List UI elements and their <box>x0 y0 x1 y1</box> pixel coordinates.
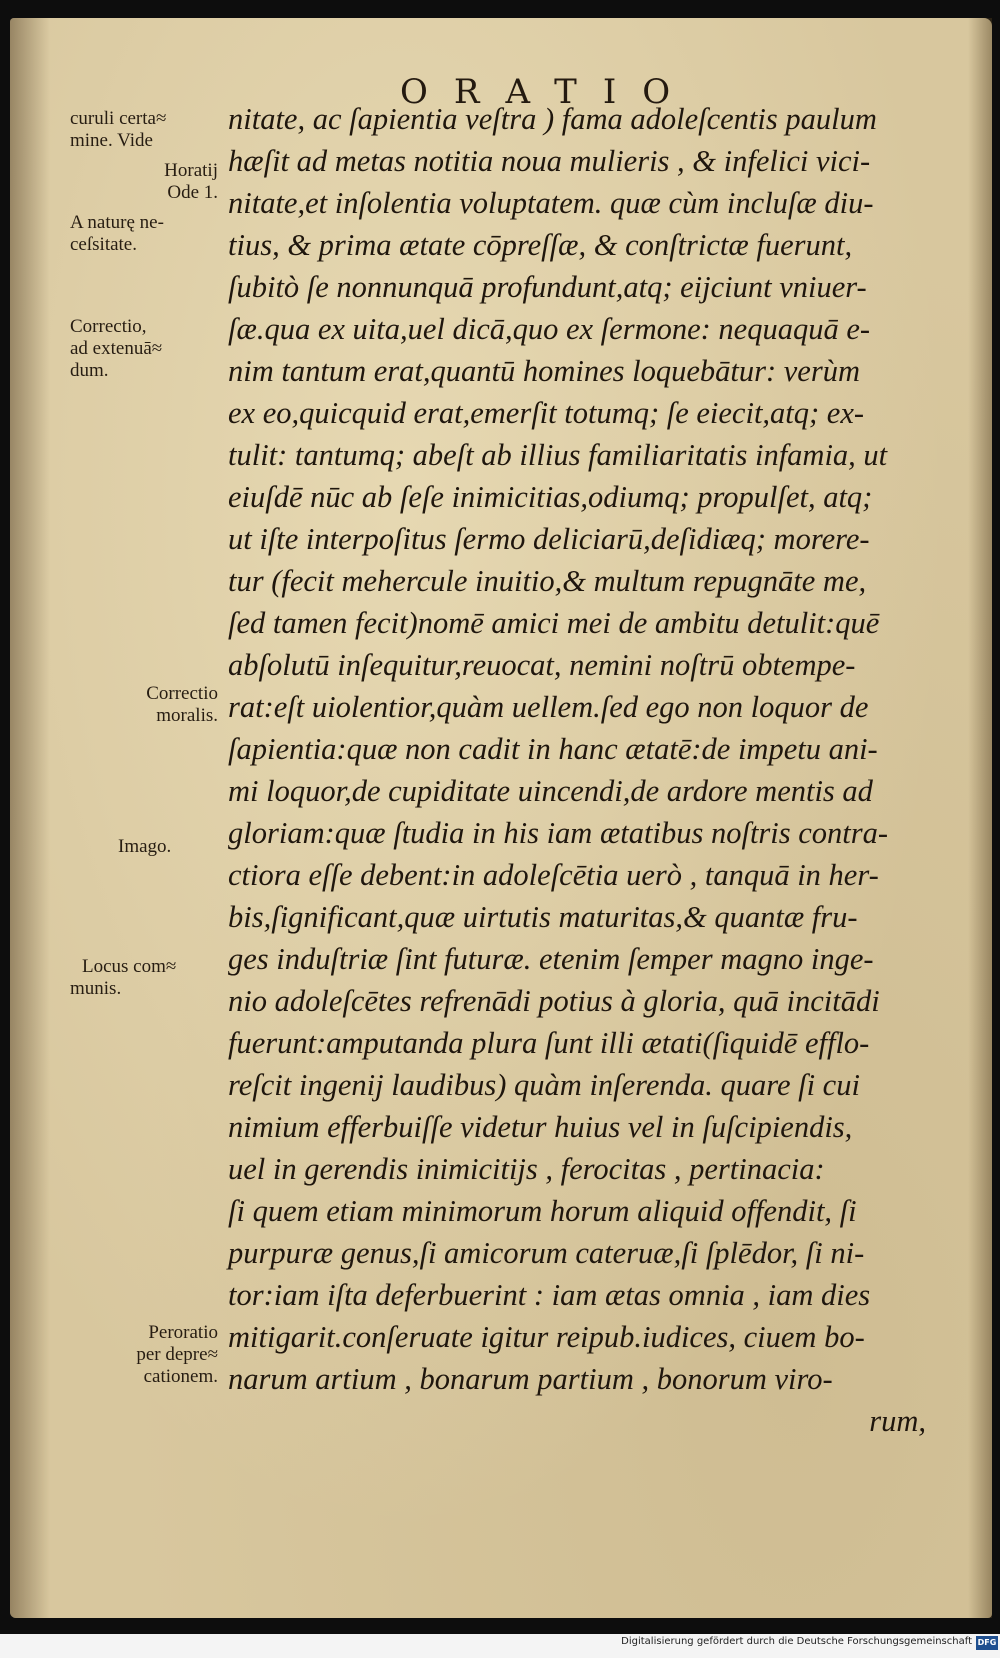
text-line: ſubitò ſe nonnunquā profundunt,atq; eijciunt vniuer- <box>228 270 867 304</box>
marginal-note-line: Ode 1. <box>167 182 218 203</box>
text-line: nim tantum erat,quantū homines loquebātur: verùm <box>228 354 860 388</box>
marginal-note-line: cationem. <box>143 1366 218 1387</box>
marginal-note-line: Locus com≈ <box>82 956 177 977</box>
marginal-note-line: dum. <box>70 360 109 381</box>
marginal-note-line: Correctio <box>146 683 218 704</box>
marginal-note <box>70 316 240 382</box>
funding-credit: Digitalisierung gefördert durch die Deutsche Forschungsgemeinschaft <box>621 1636 972 1647</box>
marginal-note <box>70 212 240 256</box>
text-line: nimium efferbuiſſe videtur huius vel in ſuſcipiendis, <box>228 1110 853 1144</box>
text-line: ſapientia:quæ non cadit in hanc ætatē:de impetu ani- <box>228 732 878 766</box>
marginal-note <box>70 108 240 152</box>
text-line: tius, & prima ætate cōpreſſæ, & conſtrictæ fuerunt, <box>228 228 853 262</box>
marginal-note <box>70 683 240 727</box>
spine-shadow <box>10 18 50 1618</box>
text-line: ctiora eſſe debent:in adoleſcētia uerò , tanquā in her- <box>228 858 879 892</box>
text-line: uel in gerendis inimicitijs , ferocitas , pertinacia: <box>228 1152 825 1186</box>
footer-bar <box>0 1634 1000 1658</box>
text-line: fuerunt:amputanda plura ſunt illi ætati(ſiquidē efflo- <box>228 1026 870 1060</box>
marginal-note-line: A naturę ne- <box>70 212 164 233</box>
text-line: ex eo,quicquid erat,emerſit totumq; ſe eiecit,atq; ex- <box>228 396 865 430</box>
marginal-note-line: per depre≈ <box>136 1344 218 1365</box>
marginal-note-line: curuli certa≈ <box>70 108 167 129</box>
marginal-note-line: ceſsitate. <box>70 234 137 255</box>
text-line: narum artium , bonarum partium , bonorum viro- <box>228 1362 833 1396</box>
text-line: ges induſtriæ ſint futuræ. etenim ſemper magno inge- <box>228 942 874 976</box>
text-line: tor:iam iſta deferbuerint : iam ætas omnia , iam dies <box>228 1278 871 1312</box>
text-line: nio adoleſcētes refrenādi potius à gloria, quā incitādi <box>228 984 880 1018</box>
text-line: rat:eſt uiolentior,quàm uellem.ſed ego non loquor de <box>228 690 869 724</box>
marginal-note-line: ad extenuā≈ <box>70 338 163 359</box>
text-line: ſed tamen fecit)nomē amici mei de ambitu detulit:quē <box>228 606 880 640</box>
marginal-note <box>70 160 240 204</box>
text-line: ſæ.qua ex uita,uel dicā,quo ex ſermone: nequaquā e- <box>228 312 871 346</box>
text-line: tulit: tantumq; abeſt ab illius familiaritatis infamia, ut <box>228 438 888 472</box>
text-line: purpuræ genus,ſi amicorum cateruæ,ſi ſplēdor, ſi ni- <box>228 1236 865 1270</box>
text-line: nitate,et inſolentia voluptatem. quæ cùm incluſæ diu- <box>228 186 874 220</box>
marginal-note-line: Correctio, <box>70 316 147 337</box>
text-line: abſolutū inſequitur,reuocat, nemini noſtrū obtempe- <box>228 648 856 682</box>
text-line: mitigarit.conſeruate igitur reipub.iudices, ciuem bo- <box>228 1320 865 1354</box>
catchword: rum, <box>869 1404 926 1438</box>
marginal-note-line: Peroratio <box>148 1322 218 1343</box>
text-line: reſcit ingenij laudibus) quàm inſerenda. quare ſi cui <box>228 1068 860 1102</box>
text-line: hæſit ad metas notitia noua mulieris , & infelici vici- <box>228 144 871 178</box>
main-text-block <box>228 98 948 1442</box>
marginal-note-line: Imago. <box>118 836 172 857</box>
marginal-note <box>70 1322 240 1388</box>
marginal-note <box>70 956 240 1000</box>
dfg-logo-icon: DFG <box>976 1636 998 1650</box>
text-line: mi loquor,de cupiditate uincendi,de ardore mentis ad <box>228 774 873 808</box>
text-line: bis,ſignificant,quæ uirtutis maturitas,& quantæ fru- <box>228 900 858 934</box>
text-line: ſi quem etiam minimorum horum aliquid offendit, ſi <box>228 1194 857 1228</box>
text-line: nitate, ac ſapientia veſtra ) fama adoleſcentis paulum <box>228 102 877 136</box>
page-edge-shadow <box>968 18 992 1618</box>
marginal-note-line: munis. <box>70 978 122 999</box>
marginal-note-line: Horatij <box>164 160 218 181</box>
text-line: ut iſte interpoſitus ſermo deliciarū,deſidiæq; morere- <box>228 522 870 556</box>
marginal-note-line: mine. Vide <box>70 130 153 151</box>
text-line: eiuſdē nūc ab ſeſe inimicitias,odiumq; propulſet, atq; <box>228 480 873 514</box>
text-line: gloriam:quæ ſtudia in his iam ætatibus noſtris contra- <box>228 816 889 850</box>
marginal-note <box>70 836 240 858</box>
running-title: ORATIO <box>400 72 697 112</box>
marginal-note-line: moralis. <box>156 705 218 726</box>
text-line: tur (fecit mehercule inuitio,& multum repugnāte me, <box>228 564 867 598</box>
